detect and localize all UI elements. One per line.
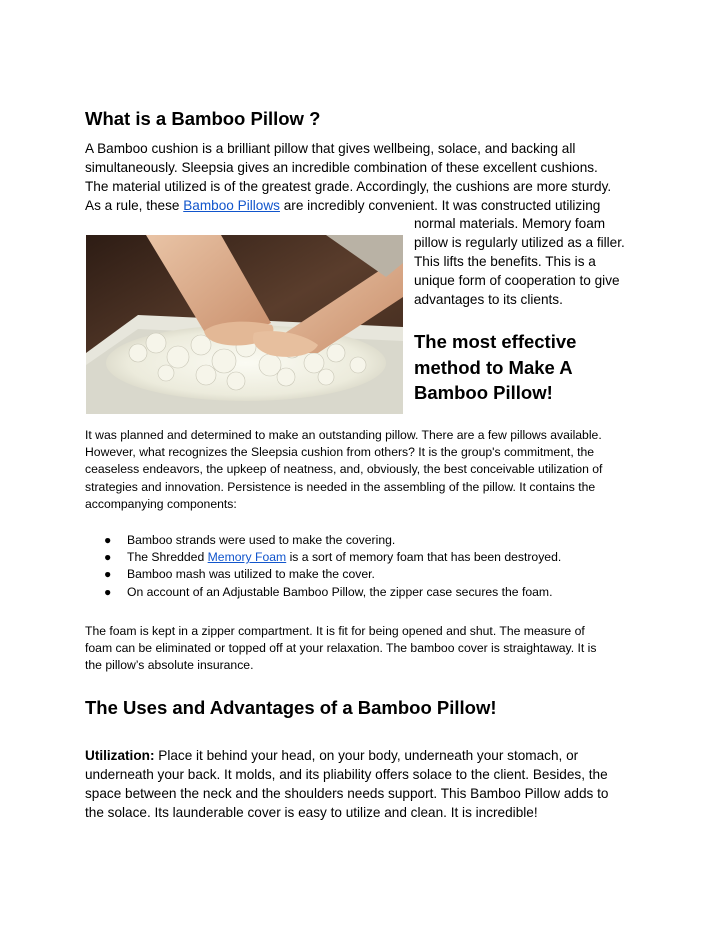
planned-line: accompanying components: [85,496,237,511]
utilization-line: the solace. Its launderable cover is easy to utilize and clean. It is incredible! [85,805,538,820]
foam-line: the pillow’s absolute insurance. [85,658,254,673]
side-line: advantages to its clients. [414,292,563,307]
intro-paragraph [85,139,645,215]
side-line: This lifts the benefits. This is a [414,254,596,269]
planned-paragraph [85,427,645,513]
memory-foam-link[interactable]: Memory Foam [207,550,287,565]
intro-line: A Bamboo cushion is a brilliant pillow that gives wellbeing, solace, and backing all [85,141,576,156]
bamboo-pillows-link[interactable]: Bamboo Pillows [183,198,280,213]
list-item [104,549,561,566]
heading-line: Bamboo Pillow! [414,382,553,403]
list-item-text: Bamboo mash was utilized to make the cover. [127,567,375,582]
planned-line: ceaseless endeavors, the upkeep of neatness, and, obviously, the best conceivable utilization of [85,462,603,477]
utilization-line [85,746,645,765]
bullet-marker: ● [104,533,112,547]
side-line: pillow is regularly utilized as a filler. [414,235,625,250]
utilization-label: Utilization: [85,748,155,763]
intro-line-text: are incredibly convenient. It was constructed utilizing [279,198,601,213]
heading-most-effective-method [414,329,634,406]
foam-paragraph [85,623,645,675]
list-item [104,566,561,583]
utilization-paragraph [85,746,645,822]
planned-line: strategies and innovation. Persistence is needed in the assembling of the pillow. It contains the [85,479,596,494]
side-paragraph [414,214,644,309]
intro-line: simultaneously. Sleepsia gives an incredible combination of these excellent cushions. [85,160,598,175]
heading-line: The most effective [414,331,577,352]
heading-what-is-bamboo-pillow: What is a Bamboo Pillow ? [85,108,321,129]
list-item [104,532,561,549]
pillow-filling-photo [86,235,403,414]
list-item-text: On account of an Adjustable Bamboo Pillow, the zipper case secures the foam. [127,584,553,599]
foam-line: foam can be eliminated or topped off at your relaxation. The bamboo cover is straightaway. It is [85,641,597,656]
list-item-text: Bamboo strands were used to make the covering. [127,533,396,547]
planned-line: It was planned and determined to make an outstanding pillow. There are a few pillows available. [85,428,602,442]
utilization-line: underneath your back. It molds, and its pliability offers solace to the client. Besides, the [85,767,608,782]
intro-line [85,196,645,215]
list-item [104,584,561,601]
bullet-marker: ● [104,550,112,565]
planned-line: However, what recognizes the Sleepsia cushion from others? It is the group's commitment, the [85,445,595,460]
intro-line: The material utilized is of the greatest grade. Accordingly, the cushions are more sturdy. [85,179,612,194]
side-line: normal materials. Memory foam [414,216,606,231]
utilization-text: Place it behind your head, on your body, underneath your stomach, or [154,748,579,763]
foam-line: The foam is kept in a zipper compartment. It is fit for being opened and shut. The measure of [85,624,585,638]
intro-line-text: As a rule, these [85,198,184,213]
side-line: unique form of cooperation to give [414,273,620,288]
list-item-text: is a sort of memory foam that has been destroyed. [286,550,562,565]
components-list [104,532,561,601]
bullet-marker: ● [104,584,112,599]
heading-line: method to Make A [414,356,573,378]
hands-on-shredded-foam-image [86,235,403,414]
utilization-line: space between the neck and the shoulders needs support. This Bamboo Pillow adds to [85,786,609,801]
heading-uses-and-advantages: The Uses and Advantages of a Bamboo Pillow! [85,697,497,718]
bullet-marker: ● [104,567,112,582]
list-item-text: The Shredded [127,550,208,565]
